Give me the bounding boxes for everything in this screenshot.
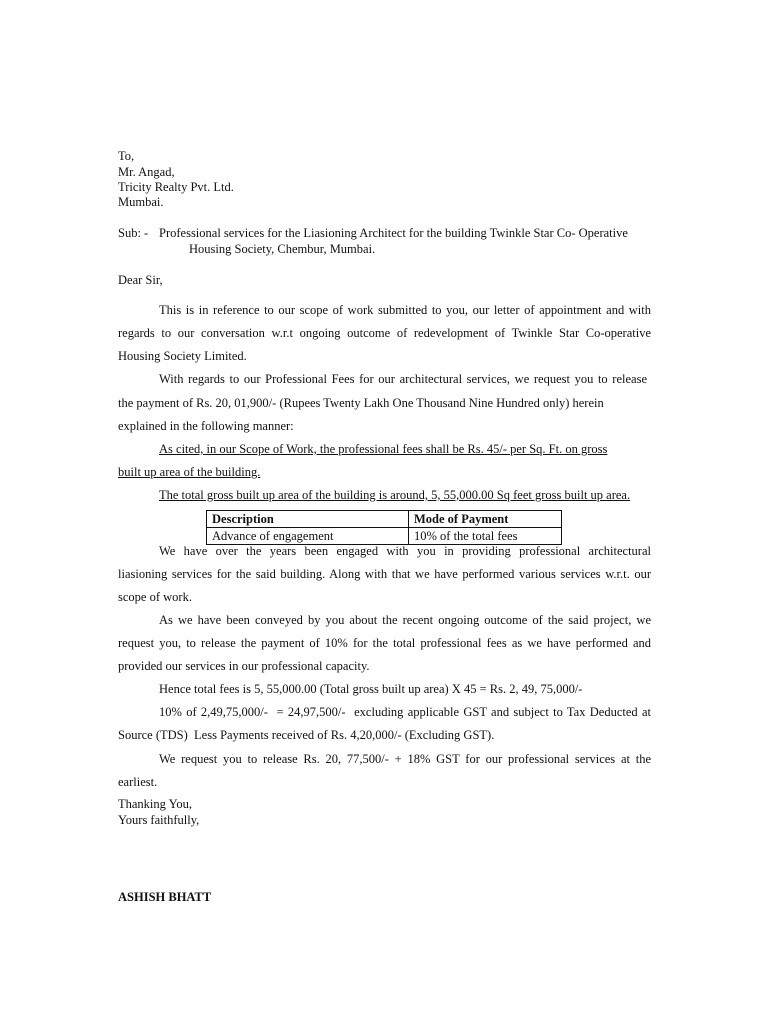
- paragraph-8-line-2: Source (TDS) Less Payments received of Rs. 4,20,000/- (Excluding GST).: [118, 728, 495, 742]
- fee-table: [206, 510, 562, 545]
- recipient-to: To,: [118, 149, 135, 163]
- table-header-row: [207, 511, 562, 528]
- paragraph-5-line-3: scope of work.: [118, 590, 192, 604]
- paragraph-6-line-2: request you, to release the payment of 10% for the total professional fees as we have performed and: [118, 636, 651, 650]
- subject-line-2: Housing Society, Chembur, Mumbai.: [189, 242, 376, 256]
- subject-line-1: Professional services for the Liasioning Architect for the building Twinkle Star Co- Operative: [159, 226, 628, 240]
- paragraph-3-line-2: built up area of the building.: [118, 465, 261, 479]
- paragraph-1-line-3: Housing Society Limited.: [118, 349, 247, 363]
- paragraph-1-line-1: This is in reference to our scope of work submitted to you, our letter of appointment and with: [159, 303, 651, 317]
- closing-sign-off: Yours faithfully,: [118, 813, 200, 827]
- paragraph-4: The total gross built up area of the building is around, 5, 55,000.00 Sq feet gross built up area.: [159, 488, 631, 502]
- closing-thanks: Thanking You,: [118, 797, 192, 811]
- paragraph-6-line-1: As we have been conveyed by you about the recent ongoing outcome of the said project, we: [159, 613, 651, 627]
- paragraph-8-line-1: 10% of 2,49,75,000/- = 24,97,500/- excluding applicable GST and subject to Tax Deducted at: [159, 705, 651, 719]
- recipient-company: Tricity Realty Pvt. Ltd.: [118, 180, 234, 194]
- paragraph-5-line-1: We have over the years been engaged with you in providing professional architectural: [159, 544, 651, 558]
- recipient-city: Mumbai.: [118, 195, 164, 209]
- paragraph-1-line-2: regards to our conversation w.r.t ongoing outcome of redevelopment of Twinkle Star Co-operative: [118, 326, 651, 340]
- paragraph-5-line-2: liasioning services for the said building. Along with that we have performed various services w.r.t. our: [118, 567, 651, 581]
- table-row: [207, 528, 562, 545]
- greeting: Dear Sir,: [118, 273, 163, 287]
- recipient-name: Mr. Angad,: [118, 165, 175, 179]
- table-cell-description: Advance of engagement: [207, 528, 409, 545]
- subject-label: Sub: -: [118, 226, 149, 240]
- paragraph-6-line-3: provided our services in our professional capacity.: [118, 659, 370, 673]
- paragraph-9-line-2: earliest.: [118, 775, 158, 789]
- paragraph-2-line-3: explained in the following manner:: [118, 419, 294, 433]
- table-header-mode-of-payment: Mode of Payment: [409, 511, 562, 528]
- paragraph-2-line-1: With regards to our Professional Fees for our architectural services, we request you to release: [159, 372, 647, 386]
- paragraph-3-line-1: As cited, in our Scope of Work, the professional fees shall be Rs. 45/- per Sq. Ft. on gross: [159, 442, 608, 456]
- paragraph-7: Hence total fees is 5, 55,000.00 (Total gross built up area) X 45 = Rs. 2, 49, 75,000/-: [159, 682, 583, 696]
- table-cell-mode-of-payment: 10% of the total fees: [409, 528, 562, 545]
- signatory-name: ASHISH BHATT: [118, 890, 212, 904]
- paragraph-9-line-1: We request you to release Rs. 20, 77,500/- + 18% GST for our professional services at the: [159, 752, 651, 766]
- paragraph-2-line-2: the payment of Rs. 20, 01,900/- (Rupees Twenty Lakh One Thousand Nine Hundred only) herein: [118, 396, 604, 410]
- table-header-description: Description: [207, 511, 409, 528]
